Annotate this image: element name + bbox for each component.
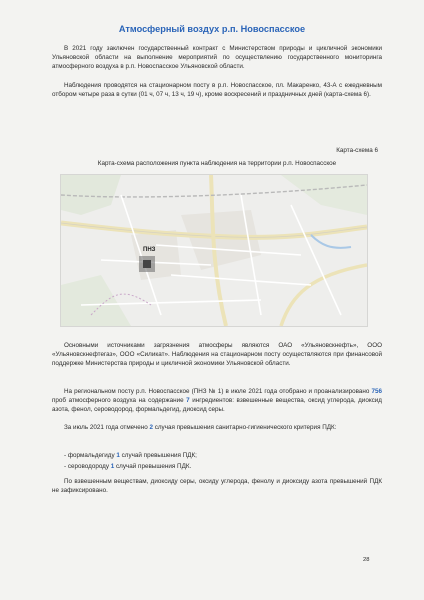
bullet-text-pre: - сероводороду <box>64 463 111 470</box>
intro-paragraph-2: Наблюдения проводятся на стационарном посту в р.п. Новоспасское, пл. Макаренко, 43-А с ежедневным отбором четыре раза в сутки (01 ч, 07 ч, 13 ч, 19 ч), кроме воскресений и праздничных дней (карта-схема 6). <box>52 82 382 99</box>
sources-paragraph: Основными источниками загрязнения атмосферы являются ОАО «Ульяновскнефть», ООО «Ульяновскнефтегаз», ООО «Силикат». Наблюдения на стационарном посту осуществляются при финансовой поддержке Министерства природы и цикличной экономики Ульяновской области. <box>52 342 382 368</box>
conclusion-paragraph: По взвешенным веществам, диоксиду серы, оксиду углерода, фенолу и диоксиду азота превышений ПДК не зафиксировано. <box>52 478 382 495</box>
bullet-text-post: случай превышения ПДК; <box>119 452 197 459</box>
exceed-text-pre: За июль 2021 года отмечено <box>64 424 150 431</box>
page-number: 28 <box>363 557 370 563</box>
samples-text-post: ингредиентов: взвешенные вещества, оксид углерода, диоксид азота, фенол, сероводород, формальдегид, диоксид серы. <box>52 397 382 414</box>
bullet-text-post: случай превышения ПДК. <box>114 463 192 470</box>
samples-paragraph <box>52 387 382 415</box>
map-image <box>60 174 368 327</box>
exceed-paragraph <box>52 423 382 432</box>
map-caption: Карта-схема расположения пункта наблюдения на территории р.п. Новоспасское <box>97 160 337 167</box>
ingredients-count: 7 <box>186 397 190 405</box>
exceed-count: 2 <box>149 424 153 431</box>
bullet-text-pre: - формальдегиду <box>64 452 117 459</box>
intro-paragraph-1: В 2021 году заключен государственный контракт с Министерством природы и цикличной экономики Ульяновской области на выполнение мероприятий по осуществлению государственного мониторинга атмосферного воздуха в р.п. Новоспасское Ульяновской области. <box>52 45 382 71</box>
bullet-count: 1 <box>116 452 120 459</box>
exceed-text-post: случая превышения санитарно-гигиенического критерия ПДК: <box>152 424 337 431</box>
bullet-formaldehyde <box>64 451 197 460</box>
samples-text-mid: проб атмосферного воздуха на содержание <box>52 397 187 405</box>
map-marker-label: ПНЗ <box>143 247 156 253</box>
samples-count: 756 <box>371 388 382 395</box>
map-graphic <box>61 175 367 326</box>
samples-text-pre: На региональном посту р.п. Новоспасское (ПНЗ № 1) в июле 2021 года отобрано и проанализировано <box>64 388 372 395</box>
bullet-hydrogen-sulfide <box>64 462 191 471</box>
page-title: Атмосферный воздух р.п. Новоспасское <box>118 24 306 34</box>
bullet-count: 1 <box>110 463 115 470</box>
map-label: Карта-схема 6 <box>336 147 378 154</box>
